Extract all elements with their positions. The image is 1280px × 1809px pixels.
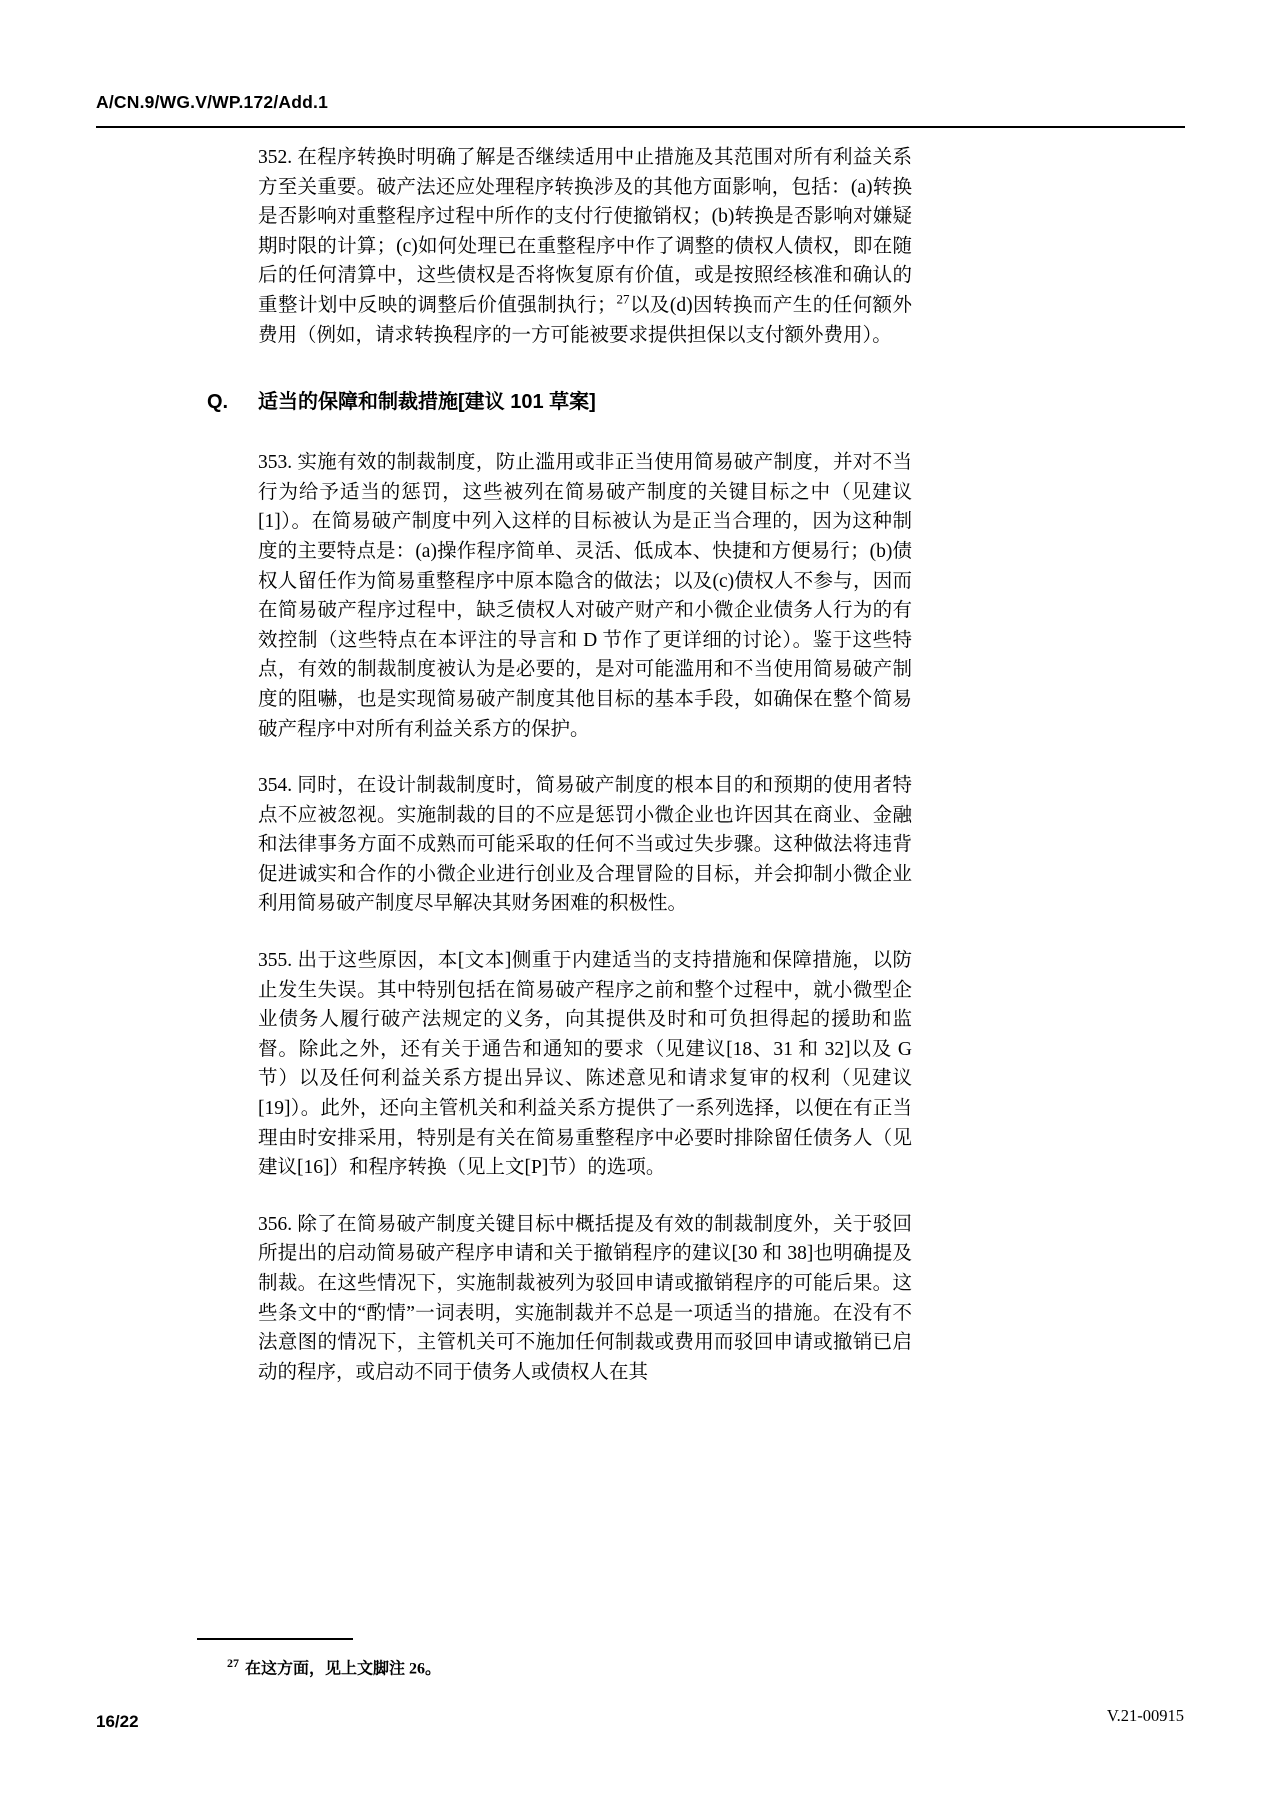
paragraph-356: 356. 除了在简易破产制度关键目标中概括提及有效的制裁制度外，关于驳回所提出的启动简易破产程序申请和关于撤销程序的建议[30 和 38]也明确提及制裁。在这些情况下，实施制裁被列为驳回申请或撤销程序的可能后果。这些条文中的“酌情”一词表明，实施制裁并不总是一项适当的措施。在没有不法意图的情况下，主管机关可不施加任何制裁或费用而驳回申请或撤销已启动的程序，或启动不同于债务人或债权人在其 [258, 1213, 912, 1383]
page-number: 16/22 [96, 1712, 139, 1731]
header-rule [96, 126, 1185, 128]
paragraph-355: 355. 出于这些原因，本[文本]侧重于内建适当的支持措施和保障措施，以防止发生失误。其中特别包括在简易破产程序之前和整个过程中，就小微型企业债务人履行破产法规定的义务，向其提供及时和可负担得起的援助和监督。除此之外，还有关于通告和通知的要求（见建议[18、31 和 32]以及 G 节）以及任何利益关系方提出异议、陈述意见和请求复审的权利（见建议[19]）。此外，还向主管机关和利益关系方提供了一系列选择，以便在有正当理由时安排采用，特别是有关在简易重整程序中必要时排除留任债务人（见建议[16]）和程序转换（见上文[P]节）的选项。 [258, 950, 912, 1179]
paragraph-354: 354. 同时，在设计制裁制度时，简易破产制度的根本目的和预期的使用者特点不应被忽视。实施制裁的目的不应是惩罚小微企业也许因其在商业、金融和法律事务方面不成熟而可能采取的任何不当或过失步骤。这种做法将违背促进诚实和合作的小微企业进行创业及合理冒险的目标，并会抑制小微企业利用简易破产制度尽早解决其财务困难的积极性。 [258, 775, 912, 915]
footnote-block [197, 1638, 912, 1681]
footnote-separator [197, 1638, 353, 1640]
section-heading-q [207, 387, 912, 417]
paragraph-353: 353. 实施有效的制裁制度，防止滥用或非正当使用简易破产制度，并对不当行为给予适当的惩罚，这些被列在简易破产制度的关键目标之中（见建议[1]）。在简易破产制度中列入这样的目标被认为是正当合理的，因为这种制度的主要特点是：(a)操作程序简单、灵活、低成本、快捷和方便易行；(b)债权人留任作为简易重整程序中原本隐含的做法；以及(c)债权人不参与，因而在简易破产程序过程中，缺乏债权人对破产财产和小微企业债务人行为的有效控制（这些特点在本评注的导言和 D 节作了更详细的讨论）。鉴于这些特点，有效的制裁制度被认为是必要的，是对可能滥用和不当使用简易破产制度的阻嚇，也是实现简易破产制度其他目标的基本手段，如确保在整个简易破产程序中对所有利益关系方的保护。 [258, 452, 912, 740]
section-heading-title: 适当的保障和制裁措施[建议 101 草案] [258, 391, 596, 414]
body-column [207, 143, 912, 1414]
document-symbol: A/CN.9/WG.V/WP.172/Add.1 [96, 92, 329, 112]
footnote-27-text: 在这方面，见上文脚注 26。 [245, 1660, 442, 1678]
paragraph-352-text: 352. 在程序转换时明确了解是否继续适用中止措施及其范围对所有利益关系方至关重要。破产法还应处理程序转换涉及的其他方面影响，包括：(a)转换是否影响对重整程序过程中所作的支付行使撤销权；(b)转换是否影响对嫌疑期时限的计算；(c)如何处理已在重整程序中作了调整的债权人债权，即在随后的任何清算中，这些债权是否将恢复原有价值，或是按照经核准和确认的重整计划中反映的调整后价值强制执行； [258, 147, 912, 316]
section-heading-label: Q. [207, 391, 229, 414]
paragraph-352-text-continued: 以及(d)因转换而产生的任何额外费用（例如，请求转换程序的一方可能被要求提供担保以支付额外费用）。 [258, 294, 912, 346]
footnote-27-marker: 27 [227, 1656, 239, 1670]
paragraph-352 [258, 143, 912, 350]
footnote-27 [197, 1651, 912, 1681]
document-number: V.21-00915 [1106, 1706, 1184, 1725]
footnote-27-reference: 27 [616, 291, 630, 307]
